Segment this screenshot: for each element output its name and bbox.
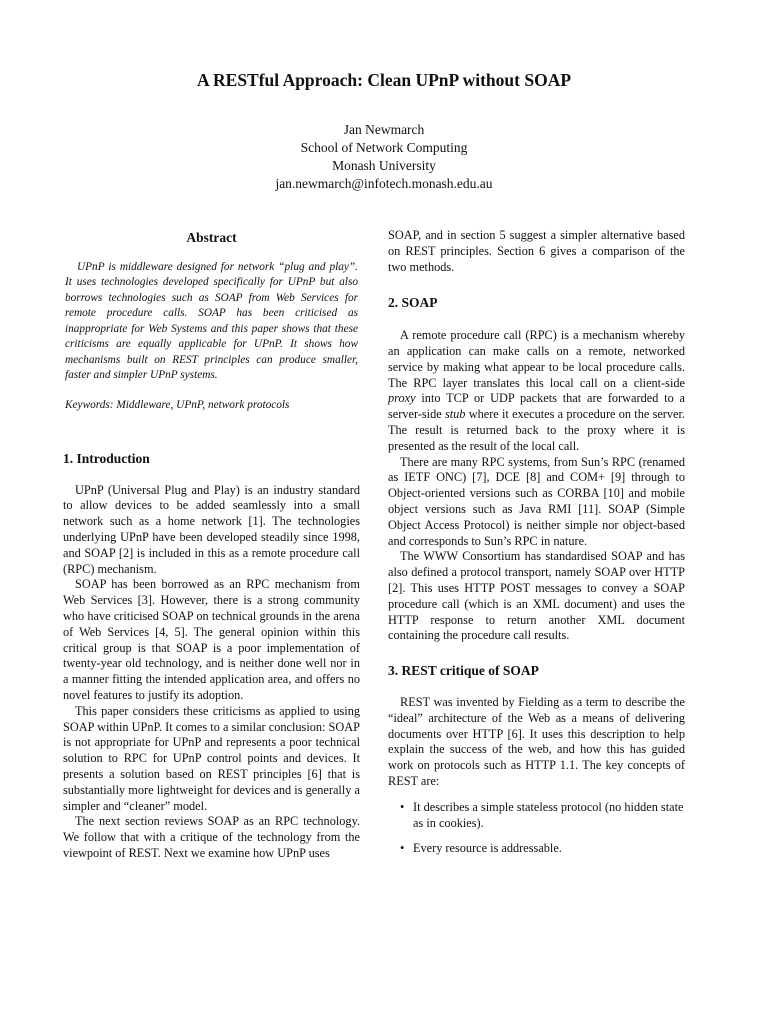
abstract-text: UPnP is middleware designed for network “plug and play”. It uses technologies developed specifically for UPnP but also borrows technologies such as SOAP from Web Services for remote procedure calls. SOAP has been criticised as inappropriate for Web Systems and this paper shows that these criticisms are equally applicable for UPnP. It shows how mechanisms built on REST principles can produce smaller, faster and simpler UPnP systems. (65, 260, 358, 382)
abstract-heading: Abstract (186, 230, 237, 245)
soap-paragraph-1 (388, 328, 685, 454)
keywords: Keywords: Middleware, UPnP, network protocols (65, 398, 290, 411)
author-email: jan.newmarch@infotech.monash.edu.au (275, 176, 493, 191)
rest-concepts-list (388, 800, 685, 857)
right-column (388, 228, 685, 867)
rest-paragraph-1: REST was invented by Fielding as a term to describe the “ideal” architecture of the Web as a means of delivering documents over HTTP [6]. It uses this description to help explain the success of the web, and how this has guided work on protocols such as HTTP 1.1. The key concepts of REST are: (388, 694, 685, 788)
term-proxy: proxy (388, 391, 416, 406)
author-affiliation-school: School of Network Computing (300, 140, 468, 155)
section-heading-introduction: 1. Introduction (63, 450, 150, 466)
soap-p1-text-c: where it executes a procedure on the server. The result is returned back to the proxy where it is presented as the result of the local call. (388, 407, 685, 453)
section-heading-soap: 2. SOAP (388, 295, 438, 311)
soap-paragraph-3: The WWW Consortium has standardised SOAP and has also defined a protocol transport, namely SOAP over HTTP [2]. This uses HTTP POST messages to convey a SOAP procedure call (which is an XML document) and uses the HTTP response to return another XML document containing the procedure call results. (388, 549, 685, 643)
author-block (0, 121, 768, 193)
term-stub: stub (444, 407, 466, 422)
author-affiliation-university: Monash University (332, 158, 436, 173)
left-column (63, 228, 360, 862)
section-heading-rest-critique: 3. REST critique of SOAP (388, 663, 539, 679)
intro-continuation: SOAP, and in section 5 suggest a simpler alternative based on REST principles. Section 6 gives a comparison of the two methods. (388, 228, 685, 274)
list-item (388, 800, 685, 832)
soap-paragraph-2: There are many RPC systems, from Sun’s RPC (renamed as IETF ONC) [7], DCE [8] and COM+ [9] through to Object-oriented versions such as CORBA [10] and mobile object versions such as Java RMI [11]. SOAP (Simple Object Access Protocol) is neither simple nor object-based and corresponds to Sun’s RPC in nature. (388, 454, 685, 548)
intro-paragraph-4: The next section reviews SOAP as an RPC technology. We follow that with a critique of the technology from the viewpoint of REST. Next we examine how UPnP uses (63, 814, 360, 860)
intro-paragraph-3: This paper considers these criticisms as applied to using SOAP within UPnP. It comes to a similar conclusion: SOAP is not appropriate for UPnP and represents a poor technical solution to RPC for UPnP control points and devices. It presents a solution based on REST principles [6] that is substantially more lightweight for devices and is generally a simpler and “cleaner” model. (63, 703, 360, 813)
bullet-marker: • (400, 799, 405, 814)
paper-title: A RESTful Approach: Clean UPnP without SOAP (196, 70, 572, 90)
author-name: Jan Newmarch (343, 122, 425, 137)
list-item (388, 841, 685, 857)
soap-p1-text-b: into TCP or UDP packets that are forwarded to a server-side (388, 391, 685, 422)
intro-paragraph-1: UPnP (Universal Plug and Play) is an industry standard to allow devices to be added seamlessly into a small network such as a home network [1]. The technologies underlying UPnP have been developed steadily since 1998, and SOAP [2] is included in this as a remote procedure call (RPC) mechanism. (63, 482, 360, 576)
intro-paragraph-2: SOAP has been borrowed as an RPC mechanism from Web Services [3]. However, there is a strong community who have criticised SOAP on technical grounds in the arena of Web Services [4, 5]. The general opinion within this critical group is that SOAP is a poor implementation of twenty-year old technology, and is neither done well nor in a manner fitting the intended application area, and offers no novel features to justify its adoption. (63, 577, 360, 702)
list-item-text: It describes a simple stateless protocol (no hidden state as in cookies). (413, 799, 684, 830)
soap-p1-text-a: A remote procedure call (RPC) is a mechanism whereby an application can make calls on a remote, networked service by making what appear to be local procedure calls. The RPC layer translates this local call on a client-side (388, 328, 685, 390)
bullet-marker: • (400, 841, 405, 856)
list-item-text: Every resource is addressable. (413, 841, 562, 856)
